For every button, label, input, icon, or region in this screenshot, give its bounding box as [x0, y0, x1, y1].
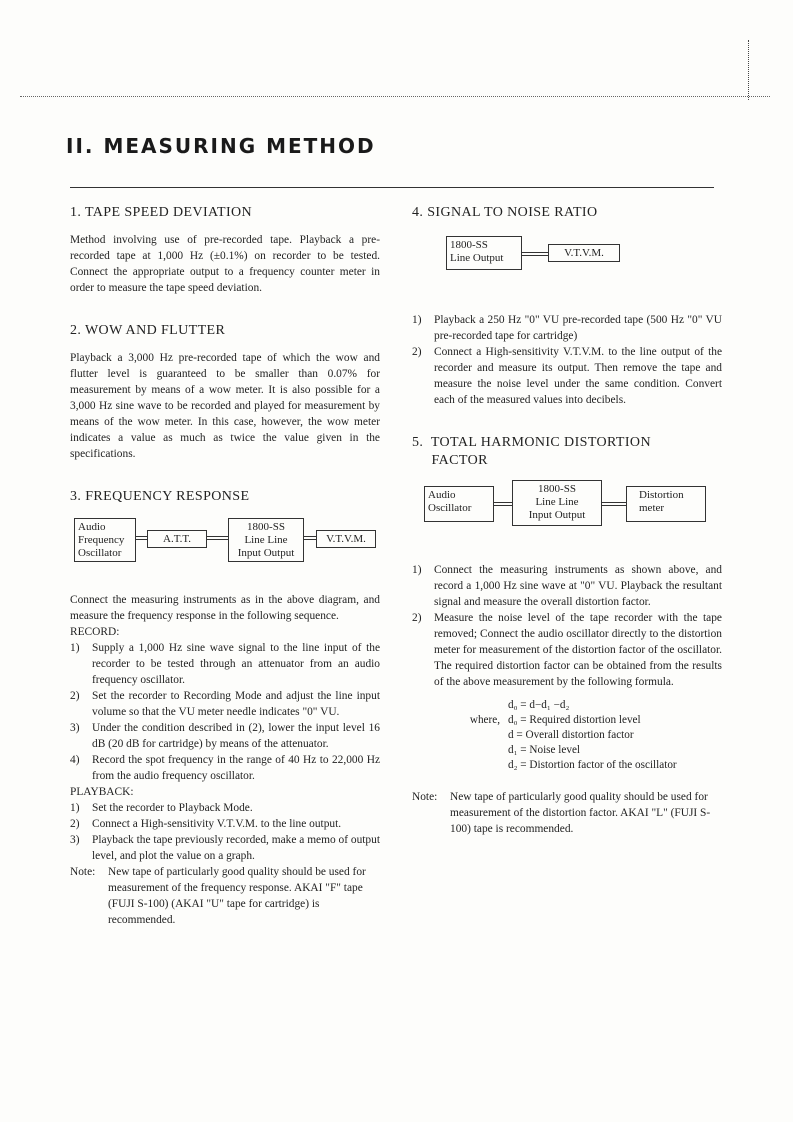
deck-title: 1800-SS: [538, 483, 576, 495]
wire: [207, 536, 229, 540]
frequency-response-intro: Connect the measuring instruments as in the above diagram, and measure the frequency response in the following sequence.: [70, 594, 380, 622]
wire: [492, 502, 514, 506]
heading-tape-speed-deviation: 1. TAPE SPEED DEVIATION: [70, 205, 253, 220]
deck-box: [446, 236, 522, 270]
deck-title: 1800-SS: [247, 521, 285, 533]
audio-frequency-oscillator-box: Audio Frequency Oscillator: [74, 518, 136, 562]
formula-def: d₂ = Distortion factor of the oscillator: [508, 759, 677, 771]
snr-steps: [412, 312, 722, 408]
deck-box: [228, 518, 304, 562]
attenuator-box: A.T.T.: [147, 530, 207, 548]
audio-oscillator-box: Audio Oscillator: [424, 486, 494, 522]
wow-flutter-text: Playback a 3,000 Hz pre-recorded tape of which the wow and flutter level is guaranteed to be smaller than 0.07% for measurement by means of a wow meter. It is also possible for a 3,000 Hz sine wave to be recorded and played for measurement by means of the wow meter. In this case, however, the wow meter indicates a value as much as twice the value given in the specifications.: [70, 352, 380, 460]
formula-def: d = Overall distortion factor: [508, 729, 634, 741]
deck-io-2: Input Output: [528, 509, 586, 521]
deck-title: 1800-SS: [450, 239, 488, 251]
distortion-formula: [412, 698, 722, 773]
left-column: [70, 204, 380, 928]
heading-wow-and-flutter: 2. WOW AND FLUTTER: [70, 323, 226, 338]
playback-steps: [70, 800, 380, 864]
vtvm-box: V.T.V.M.: [316, 530, 376, 548]
heading-frequency-response: 3. FREQUENCY RESPONSE: [70, 489, 250, 504]
list-item: 3) Under the condition described in (2), lower the input level 16 dB (20 dB for cartridge) by means of the attenuator.: [70, 722, 380, 750]
distortion-steps: [412, 562, 722, 690]
formula-main: d₀ = d−d₁ −d₂: [508, 699, 570, 711]
frequency-response-diagram: [70, 516, 380, 572]
right-column: [412, 204, 722, 837]
corner-registration-mark: [748, 40, 749, 100]
record-steps: [70, 640, 380, 784]
heading-total-harmonic-distortion: 5. TOTAL HARMONIC DISTORTION FACTOR: [412, 435, 651, 468]
list-item: 1) Playback a 250 Hz "0" VU pre-recorded tape (500 Hz "0" VU pre-recorded tape for cartridge): [412, 314, 722, 342]
list-item: 4) Record the spot frequency in the range of 40 Hz to 22,000 Hz from the audio frequency oscillator.: [70, 754, 380, 782]
deck-box: [512, 480, 602, 526]
list-item: 1) Set the recorder to Playback Mode.: [70, 802, 253, 814]
heading-signal-to-noise: 4. SIGNAL TO NOISE RATIO: [412, 205, 598, 220]
vtvm-box: V.T.V.M.: [548, 244, 620, 262]
top-dotted-rule: [20, 96, 770, 97]
list-item: 3) Playback the tape previously recorded, make a memo of output level, and plot the value on a graph.: [70, 834, 380, 862]
page-title: II. MEASURING METHOD: [66, 134, 376, 158]
distortion-meter-box: Distortion meter: [626, 486, 706, 522]
wire: [134, 536, 148, 540]
wire: [520, 252, 548, 256]
list-item: 1) Connect the measuring instruments as shown above, and record a 1,000 Hz sine wave at "0" VU. Playback the resultant signal and measure the overall distortion factor.: [412, 564, 722, 608]
list-item: 2) Connect a High-sensitivity V.T.V.M. to the line output of the recorder and measure its output. Then remove the tape and measure the noise level under the same condition. Convert each of the measured values into decibels.: [412, 346, 722, 406]
list-item: 2) Connect a High-sensitivity V.T.V.M. to the line output.: [70, 818, 342, 830]
tape-speed-text: Method involving use of pre-recorded tape. Playback a pre-recorded tape at 1,000 Hz (±0.1%) on recorder to be tested. Connect the appropriate output to a frequency counter meter in order to measure the tape speed deviation.: [70, 234, 380, 294]
deck-io-2: Input Output: [237, 547, 295, 559]
formula-def: d₀ = Required distortion level: [508, 714, 641, 726]
distortion-diagram: [412, 480, 722, 534]
list-item: 2) Set the recorder to Recording Mode and adjust the line input volume so that the VU meter needle indicates "0" VU.: [70, 690, 380, 718]
deck-io: Line Output: [450, 252, 504, 264]
wire: [302, 536, 316, 540]
list-item: 2) Measure the noise level of the tape recorder with the tape removed; Connect the audio oscillator directly to the distortion meter for measurement of the distortion factor of the oscillator. The required distortion factor can be obtained from the results of the above measurement by the following formula.: [412, 612, 722, 688]
distortion-note: Note: New tape of particularly good quality should be used for measurement of the distortion factor. AKAI "L" (FUJI S-100) tape is recommended.: [412, 791, 711, 835]
title-underline: [70, 187, 714, 188]
wire: [602, 502, 626, 506]
frequency-note: Note: New tape of particularly good quality should be used for measurement of the frequency response. AKAI "F" tape (FUJI S-100) (AKAI "U" tape for cartridge) is recommended.: [70, 866, 366, 926]
formula-def: d₁ = Noise level: [508, 744, 581, 756]
deck-io: Line Line: [244, 534, 288, 546]
formula-where: where,: [469, 714, 500, 726]
list-item: 1) Supply a 1,000 Hz sine wave signal to the line input of the recorder to be tested through an attenuator from an audio frequency oscillator.: [70, 642, 380, 686]
record-label: RECORD:: [70, 626, 120, 638]
deck-io: Line Line: [535, 496, 579, 508]
snr-diagram: [412, 234, 722, 284]
playback-label: PLAYBACK:: [70, 786, 134, 798]
